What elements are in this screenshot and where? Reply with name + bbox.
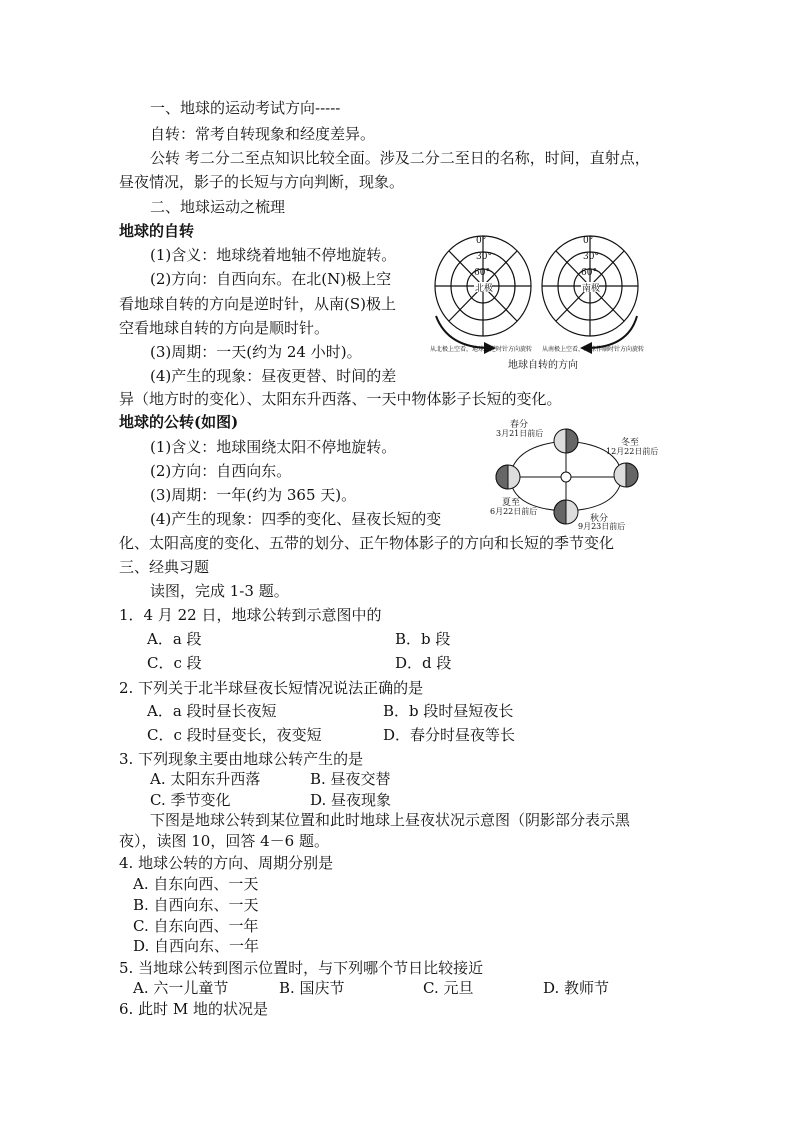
earth-spring [554, 429, 578, 453]
rotation-line-1: (1)含义：地球绕着地轴不停地旋转。 [150, 246, 397, 264]
earth-winter [614, 463, 638, 487]
revolution-line-3: (3)周期：一年(约为 365 天)。 [150, 486, 357, 504]
lat-30-left: 30° [476, 252, 492, 262]
q4-option-c: C. 自东向西、一年 [133, 917, 259, 935]
summer-label: 夏至 [502, 498, 521, 508]
q5-option-c: C. 元旦 [423, 979, 474, 997]
q1-option-b: B．b 段 [395, 630, 451, 648]
revolution-line-5: 化、太阳高度的变化、五带的划分、正午物体影子的方向和长短的季节变化 [119, 534, 615, 552]
lat-0-right: 0° [583, 236, 594, 246]
revolution-line-2: (2)方向：自西向东。 [150, 462, 292, 480]
revolution-figure [490, 415, 659, 533]
q1-option-a: A．a 段 [147, 630, 202, 648]
rotation-exam-note: 自转：常考自转现象和经度差异。 [150, 125, 376, 143]
passage-line-1: 下图是地球公转到某位置和此时地球上昼夜状况示意图（阴影部分表示黑 [150, 811, 631, 829]
question-1: 1．4 月 22 日，地球公转到示意图中的 [119, 606, 382, 624]
earth-summer [496, 465, 520, 489]
q3-option-c: C. 季节变化 [150, 791, 231, 809]
question-5: 5. 当地球公转到图示位置时，与下列哪个节日比较接近 [119, 959, 484, 977]
rotation-line-4: 空看地球自转的方向是顺时针。 [119, 319, 330, 337]
north-pole-label: 北极 [475, 284, 494, 294]
rotation-line-3: 看地球自转的方向是逆时针，从南(S)极上 [119, 295, 396, 313]
q5-option-d: D. 教师节 [543, 979, 610, 997]
spring-label: 春分 [510, 420, 529, 430]
rotation-line-7: 异（地方时的变化）、太阳东升西落、一天中物体影子长短的变化。 [119, 390, 562, 408]
lat-60-left: 60° [474, 268, 490, 278]
revolution-line-4: (4)产生的现象：四季的变化、昼夜长短的变 [150, 510, 442, 528]
q4-option-b: B. 自西向东、一天 [133, 896, 259, 914]
rotation-line-5: (3)周期：一天(约为 24 小时)。 [150, 343, 362, 361]
q2-option-a: A．a 段时昼长夜短 [147, 702, 277, 720]
autumn-date: 9月23日前后 [578, 522, 626, 531]
figure1-caption: 地球自转的方向 [508, 360, 578, 371]
section2-title: 二、地球运动之梳理 [150, 198, 286, 216]
revolution-exam-note: 公转 考二分二至点知识比较全面。涉及二分二至日的名称，时间，直射点， [150, 149, 650, 167]
q1-option-d: D．d 段 [395, 654, 452, 672]
rotation-heading: 地球的自转 [119, 222, 195, 240]
lat-30-right: 30° [583, 252, 599, 262]
question-4: 4. 地球公转的方向、周期分别是 [119, 854, 334, 872]
rotation-line-6: (4)产生的现象：昼夜更替、时间的差 [150, 367, 397, 385]
rotation-direction-figure [428, 232, 644, 372]
section3-title: 三、经典习题 [119, 558, 210, 576]
south-pole-label: 南极 [582, 284, 601, 294]
q1-option-c: C．c 段 [147, 654, 202, 672]
question-2: 2. 下列关于北半球昼夜长短情况说法正确的是 [119, 679, 424, 697]
q5-option-b: B. 国庆节 [279, 979, 345, 997]
rotation-line-2: (2)方向：自西向东。在北(N)极上空 [150, 270, 392, 288]
q2-option-d: D．春分时昼夜等长 [383, 726, 516, 744]
north-caption: 从北极上空看，地球作逆时针方向旋转 [430, 346, 533, 353]
passage-line-2: 夜），读图 10，回答 4－6 题。 [119, 832, 329, 850]
question-6: 6. 此时 M 地的状况是 [119, 1000, 268, 1018]
lat-60-right: 60° [581, 268, 597, 278]
lat-0-left: 0° [476, 236, 487, 246]
q3-option-d: D. 昼夜现象 [310, 791, 392, 809]
revolution-line-1: (1)含义：地球围绕太阳不停地旋转。 [150, 438, 397, 456]
q3-option-b: B. 昼夜交替 [310, 770, 391, 788]
revolution-exam-note-cont: 昼夜情况，影子的长短与方向判断，现象。 [119, 173, 405, 191]
section1-title: 一、地球的运动考试方向----- [150, 99, 341, 117]
q5-option-a: A. 六一儿童节 [133, 979, 229, 997]
q4-option-a: A. 自东向西、一天 [133, 875, 259, 893]
winter-date: 12月22日前后 [606, 447, 659, 456]
q4-option-d: D. 自西向东、一年 [133, 937, 260, 955]
autumn-label: 秋分 [590, 514, 609, 524]
question-3: 3. 下列现象主要由地球公转产生的是 [119, 750, 364, 768]
south-caption: 从南极上空看，地球作顺时针方向旋转 [542, 346, 645, 353]
q2-option-b: B．b 段时昼短夜长 [383, 702, 514, 720]
q2-option-c: C．c 段时昼变长，夜变短 [147, 726, 322, 744]
winter-label: 冬至 [621, 438, 640, 448]
spring-date: 3月21日前后 [496, 429, 544, 438]
revolution-heading: 地球的公转(如图) [119, 413, 239, 431]
exercise-intro: 读图，完成 1-3 题。 [150, 582, 289, 600]
earth-autumn [554, 500, 578, 524]
summer-date: 6月22日前后 [490, 507, 538, 516]
q3-option-a: A. 太阳东升西落 [150, 770, 261, 788]
